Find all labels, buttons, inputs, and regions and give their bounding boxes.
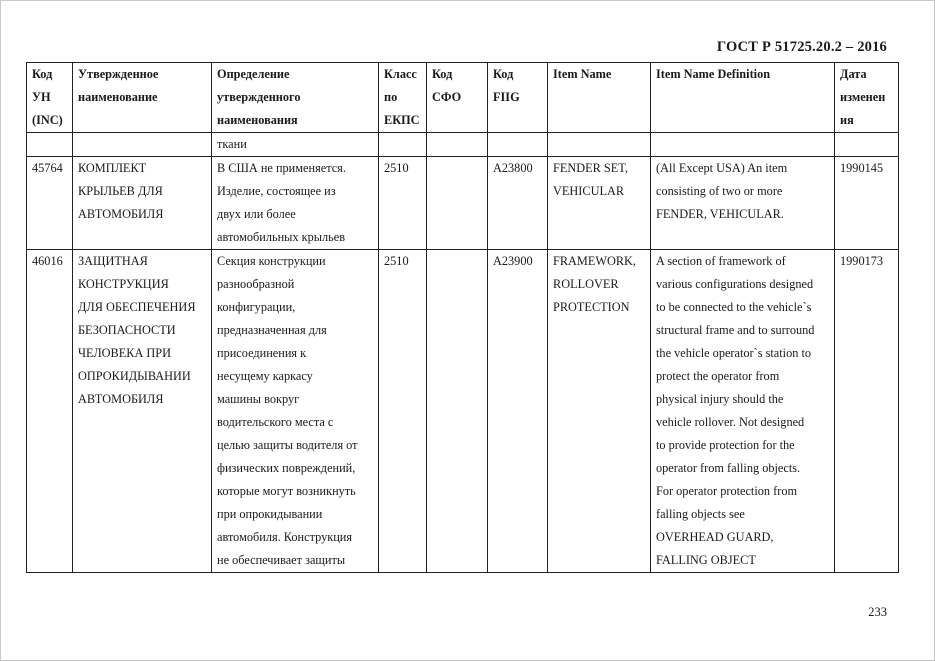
header-line: Код bbox=[493, 67, 514, 81]
cell-line: физических повреждений, bbox=[217, 461, 356, 475]
cell-inc-code bbox=[27, 250, 73, 573]
cell-line: автомобиля. Конструкция bbox=[217, 530, 353, 544]
header-line: СФО bbox=[432, 90, 462, 104]
cell-line: при опрокидывании bbox=[217, 507, 323, 521]
cell bbox=[212, 133, 379, 157]
header-row bbox=[27, 63, 899, 133]
cell-line: Секция конструкции bbox=[217, 254, 326, 268]
cell-change-date bbox=[835, 250, 899, 573]
cell-line: VEHICULAR bbox=[553, 184, 625, 198]
header-line: FIIG bbox=[493, 90, 520, 104]
cell-line: PROTECTION bbox=[553, 300, 630, 314]
cell-change-date bbox=[835, 157, 899, 250]
cell-line: FENDER SET, bbox=[553, 161, 628, 175]
header-line: Item Name bbox=[553, 67, 612, 81]
cell bbox=[427, 133, 488, 157]
cell-line: OVERHEAD GUARD, bbox=[656, 530, 774, 544]
header-item-name-definition bbox=[651, 63, 835, 133]
header-line: Код bbox=[432, 67, 453, 81]
cell-ekps-class bbox=[379, 157, 427, 250]
header-fiig-code bbox=[488, 63, 548, 133]
cell-item-name-definition bbox=[651, 157, 835, 250]
header-line: (INC) bbox=[32, 113, 63, 127]
cell-sfo-code bbox=[427, 250, 488, 573]
cell-line: FENDER, VEHICULAR. bbox=[656, 207, 784, 221]
cell-line: машины вокруг bbox=[217, 392, 300, 406]
cell-line: FRAMEWORK, bbox=[553, 254, 637, 268]
header-approved-name bbox=[73, 63, 212, 133]
cell-line: 1990145 bbox=[840, 161, 884, 175]
cell-line: For operator protection from bbox=[656, 484, 798, 498]
cell-line: 2510 bbox=[384, 161, 409, 175]
header-line: изменен bbox=[840, 90, 886, 104]
standard-header: ГОСТ Р 51725.20.2 – 2016 bbox=[716, 39, 887, 55]
header-line: наименования bbox=[217, 113, 298, 127]
header-line: Код bbox=[32, 67, 53, 81]
cell-line: structural frame and to surround bbox=[656, 323, 815, 337]
header-line: УН bbox=[32, 90, 51, 104]
cell-name-definition bbox=[212, 250, 379, 573]
cell-line: ЗАЩИТНАЯ bbox=[78, 254, 148, 268]
cell-line: A section of framework of bbox=[656, 254, 786, 268]
cell bbox=[835, 133, 899, 157]
cell-item-name-definition bbox=[651, 250, 835, 573]
header-line: Дата bbox=[840, 67, 867, 81]
cell-line: A23800 bbox=[493, 161, 533, 175]
cell-line: 1990173 bbox=[840, 254, 884, 268]
cell-line: FALLING OBJECT bbox=[656, 553, 756, 567]
cell-line: consisting of two or more bbox=[656, 184, 783, 198]
table-body bbox=[27, 133, 899, 573]
cell-line: 2510 bbox=[384, 254, 409, 268]
cell-line: 46016 bbox=[32, 254, 63, 268]
table-row bbox=[27, 250, 899, 573]
cell-line: разнообразной bbox=[217, 277, 295, 291]
cell-line: БЕЗОПАСНОСТИ bbox=[78, 323, 176, 337]
header-line: по bbox=[384, 90, 398, 104]
cell-line: protect the operator from bbox=[656, 369, 780, 383]
cell-line: ОПРОКИДЫВАНИИ bbox=[78, 369, 191, 383]
cell-item-name bbox=[548, 250, 651, 573]
cell-line: Изделие, состоящее из bbox=[217, 184, 336, 198]
cell-line: ДЛЯ ОБЕСПЕЧЕНИЯ bbox=[78, 300, 196, 314]
cell-line: A23900 bbox=[493, 254, 533, 268]
cell-line: ЧЕЛОВЕКА ПРИ bbox=[78, 346, 172, 360]
cell-line: которые могут возникнуть bbox=[217, 484, 356, 498]
cell-line: водительского места с bbox=[217, 415, 334, 429]
cell bbox=[27, 133, 73, 157]
cell-line: to be connected to the vehicle`s bbox=[656, 300, 812, 314]
cell-line: physical injury should the bbox=[656, 392, 784, 406]
cell-line: В США не применяется. bbox=[217, 161, 346, 175]
header-line: ия bbox=[840, 113, 854, 127]
cell bbox=[73, 133, 212, 157]
cell-line: falling objects see bbox=[656, 507, 745, 521]
cell-fiig-code bbox=[488, 250, 548, 573]
header-line: Утвержденное bbox=[78, 67, 159, 81]
cell-line: 45764 bbox=[32, 161, 63, 175]
cell-line: целью защиты водителя от bbox=[217, 438, 358, 452]
cell-line: АВТОМОБИЛЯ bbox=[78, 392, 164, 406]
cell bbox=[651, 133, 835, 157]
table-row bbox=[27, 157, 899, 250]
cell bbox=[488, 133, 548, 157]
cell-line: to provide protection for the bbox=[656, 438, 795, 452]
header-line: Класс bbox=[384, 67, 417, 81]
cell-line: автомобильных крыльев bbox=[217, 230, 346, 244]
cell-approved-name bbox=[73, 250, 212, 573]
page-number: 233 bbox=[868, 605, 887, 619]
cell-inc-code bbox=[27, 157, 73, 250]
cell-line: vehicle rollover. Not designed bbox=[656, 415, 805, 429]
header-change-date bbox=[835, 63, 899, 133]
cell-line: конфигурации, bbox=[217, 300, 296, 314]
header-name-definition bbox=[212, 63, 379, 133]
cell-line: присоединения к bbox=[217, 346, 307, 360]
cell-line: АВТОМОБИЛЯ bbox=[78, 207, 164, 221]
header-line: утвержденного bbox=[217, 90, 301, 104]
header-item-name bbox=[548, 63, 651, 133]
cell-line: двух или более bbox=[217, 207, 296, 221]
cell-line: КРЫЛЬЕВ ДЛЯ bbox=[78, 184, 163, 198]
cell-ekps-class bbox=[379, 250, 427, 573]
continuation-text: ткани bbox=[217, 137, 247, 151]
header-sfo-code bbox=[427, 63, 488, 133]
cell-line: various configurations designed bbox=[656, 277, 814, 291]
header-ekps-class bbox=[379, 63, 427, 133]
continuation-row bbox=[27, 133, 899, 157]
header-inc-code bbox=[27, 63, 73, 133]
cell-item-name bbox=[548, 157, 651, 250]
cell-line: the vehicle operator`s station to bbox=[656, 346, 812, 360]
cell-line: КОНСТРУКЦИЯ bbox=[78, 277, 169, 291]
header-line: наименование bbox=[78, 90, 158, 104]
header-line: ЕКПС bbox=[384, 113, 420, 127]
item-name-table bbox=[26, 62, 899, 573]
cell-fiig-code bbox=[488, 157, 548, 250]
header-line: Определение bbox=[217, 67, 290, 81]
cell-line: КОМПЛЕКТ bbox=[78, 161, 147, 175]
cell-line: ROLLOVER bbox=[553, 277, 619, 291]
cell bbox=[548, 133, 651, 157]
cell-sfo-code bbox=[427, 157, 488, 250]
cell bbox=[379, 133, 427, 157]
cell-name-definition bbox=[212, 157, 379, 250]
cell-line: несущему каркасу bbox=[217, 369, 313, 383]
cell-approved-name bbox=[73, 157, 212, 250]
cell-line: предназначенная для bbox=[217, 323, 327, 337]
header-line: Item Name Definition bbox=[656, 67, 771, 81]
cell-line: operator from falling objects. bbox=[656, 461, 801, 475]
cell-line: не обеспечивает защиты bbox=[217, 553, 346, 567]
cell-line: (All Except USA) An item bbox=[656, 161, 788, 175]
